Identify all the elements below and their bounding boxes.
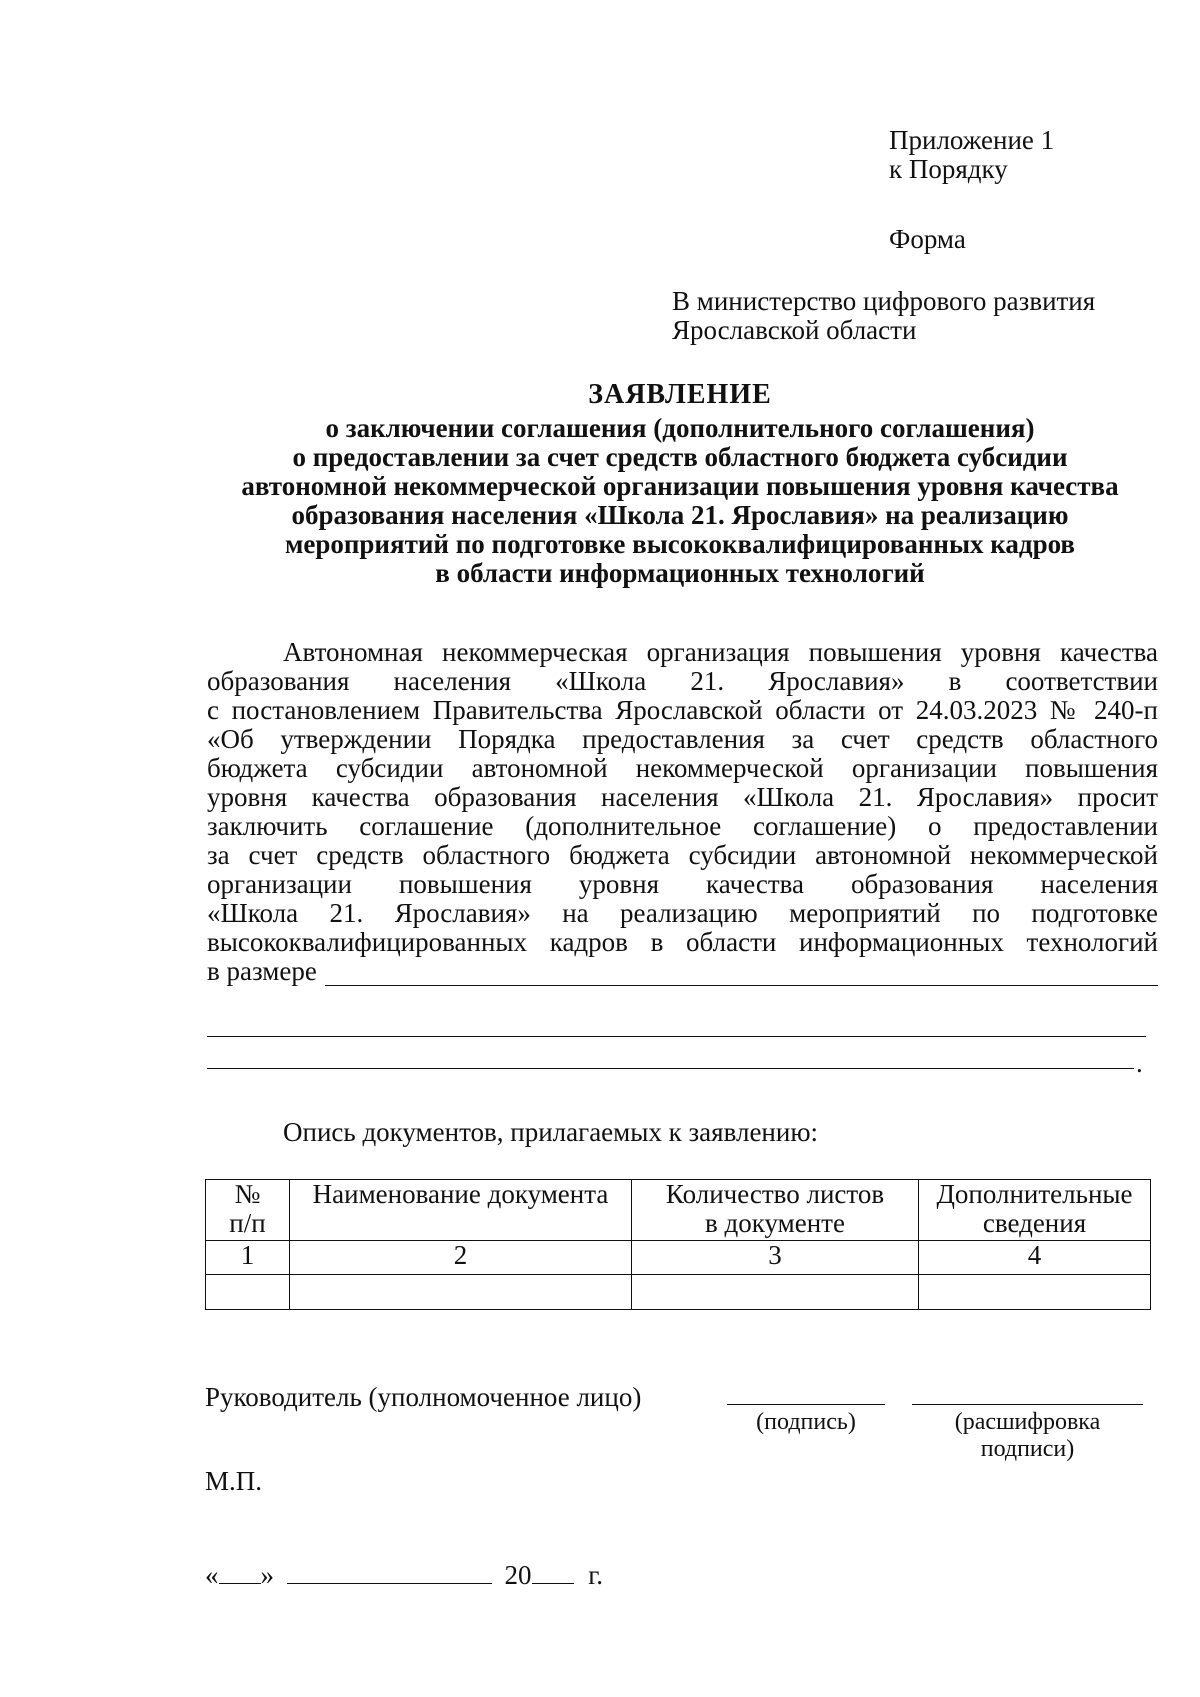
body-line: за счет средств областного бюджета субсидии автономной некоммерческой [207,840,1158,870]
appendix-reference [889,126,1054,184]
document-title: ЗАЯВЛЕНИЕ [588,379,772,410]
body-line: бюджета субсидии автономной некоммерческой организации повышения [207,753,1158,783]
amount-continuation-line-2[interactable] [207,1068,1134,1069]
subtitle-line: о предоставлении за счет средств областного бюджета субсидии [292,442,1068,472]
year-suffix: г. [588,1560,604,1590]
amount-continuation-line-1[interactable] [207,1036,1146,1037]
date-line [205,1560,603,1591]
appendix-line-1: Приложение 1 [889,125,1055,155]
header-additional-info: Дополнительные сведения [919,1180,1151,1241]
amount-row [207,957,1158,986]
body-line: Автономная некоммерческая организация повышения уровня качества [283,637,1158,667]
inventory-title: Опись документов, прилагаемых к заявлению: [283,1117,819,1147]
subtitle-line: о заключении соглашения (дополнительного соглашения) [325,413,1035,443]
application-body [207,638,1158,986]
table-column-numbers-row [206,1241,1151,1275]
header-document-name: Наименование документа [290,1180,632,1241]
body-line: организации повышения уровня качества образования населения [207,869,1158,899]
body-line: с постановлением Правительства Ярославской области от 24.03.2023 № 240-п [207,695,1158,725]
date-close-quote: » [260,1560,274,1590]
signature-line[interactable] [727,1404,885,1405]
column-number: 2 [290,1241,632,1275]
head-label: Руководитель (уполномоченное лицо) [205,1382,642,1412]
subtitle-line: автономной некоммерческой организации повышения уровня качества [241,471,1119,501]
appendix-line-2: к Порядку [889,154,1008,184]
recipient-line-2: Ярославской области [672,315,917,345]
column-number: 3 [632,1241,919,1275]
header-number: № п/п [206,1180,290,1241]
decoding-caption: (расшифровка подписи) [954,1409,1101,1462]
body-line: заключить соглашение (дополнительное соглашение) о предоставлении [207,811,1158,841]
stamp-place: М.П. [205,1466,263,1496]
amount-period: . [1136,1048,1143,1078]
amount-field[interactable] [325,963,1158,986]
body-line: «Об утверждении Порядка предоставления за счет средств областного [207,724,1158,754]
amount-label: в размере [207,956,317,986]
signature-caption: (подпись) [756,1409,856,1435]
table-header-row [206,1180,1151,1241]
table-cell[interactable] [919,1275,1151,1310]
document-subtitle [150,414,1200,588]
body-line: уровня качества образования населения «Школа 21. Ярославия» просит [207,782,1158,812]
body-line: образования населения «Школа 21. Ярославия» в соответствии [207,666,1158,696]
date-century: 20 [504,1560,532,1590]
body-line: высококвалифицированных кадров в области информационных технологий [207,927,1158,957]
table-cell[interactable] [632,1275,919,1310]
column-number: 4 [919,1241,1151,1275]
table-cell[interactable] [290,1275,632,1310]
subtitle-line: образования населения «Школа 21. Ярославия» на реализацию [291,500,1069,530]
signature-decoding-line[interactable] [912,1404,1143,1405]
table-cell[interactable] [206,1275,290,1310]
documents-table [205,1179,1151,1310]
subtitle-line: мероприятий по подготовке высококвалифицированных кадров [284,529,1076,559]
date-open-quote: « [205,1560,219,1590]
header-sheet-count: Количество листов в документе [632,1180,919,1241]
column-number: 1 [206,1241,290,1275]
recipient-block [672,287,1095,345]
body-line: «Школа 21. Ярославия» на реализацию мероприятий по подготовке [207,898,1158,928]
recipient-line-1: В министерство цифрового развития [672,286,1096,316]
table-row [206,1275,1151,1310]
day-field[interactable] [219,1561,261,1584]
form-label: Форма [889,224,966,254]
month-field[interactable] [287,1561,492,1584]
subtitle-line: в области информационных технологий [435,558,925,588]
year-field[interactable] [532,1561,574,1584]
